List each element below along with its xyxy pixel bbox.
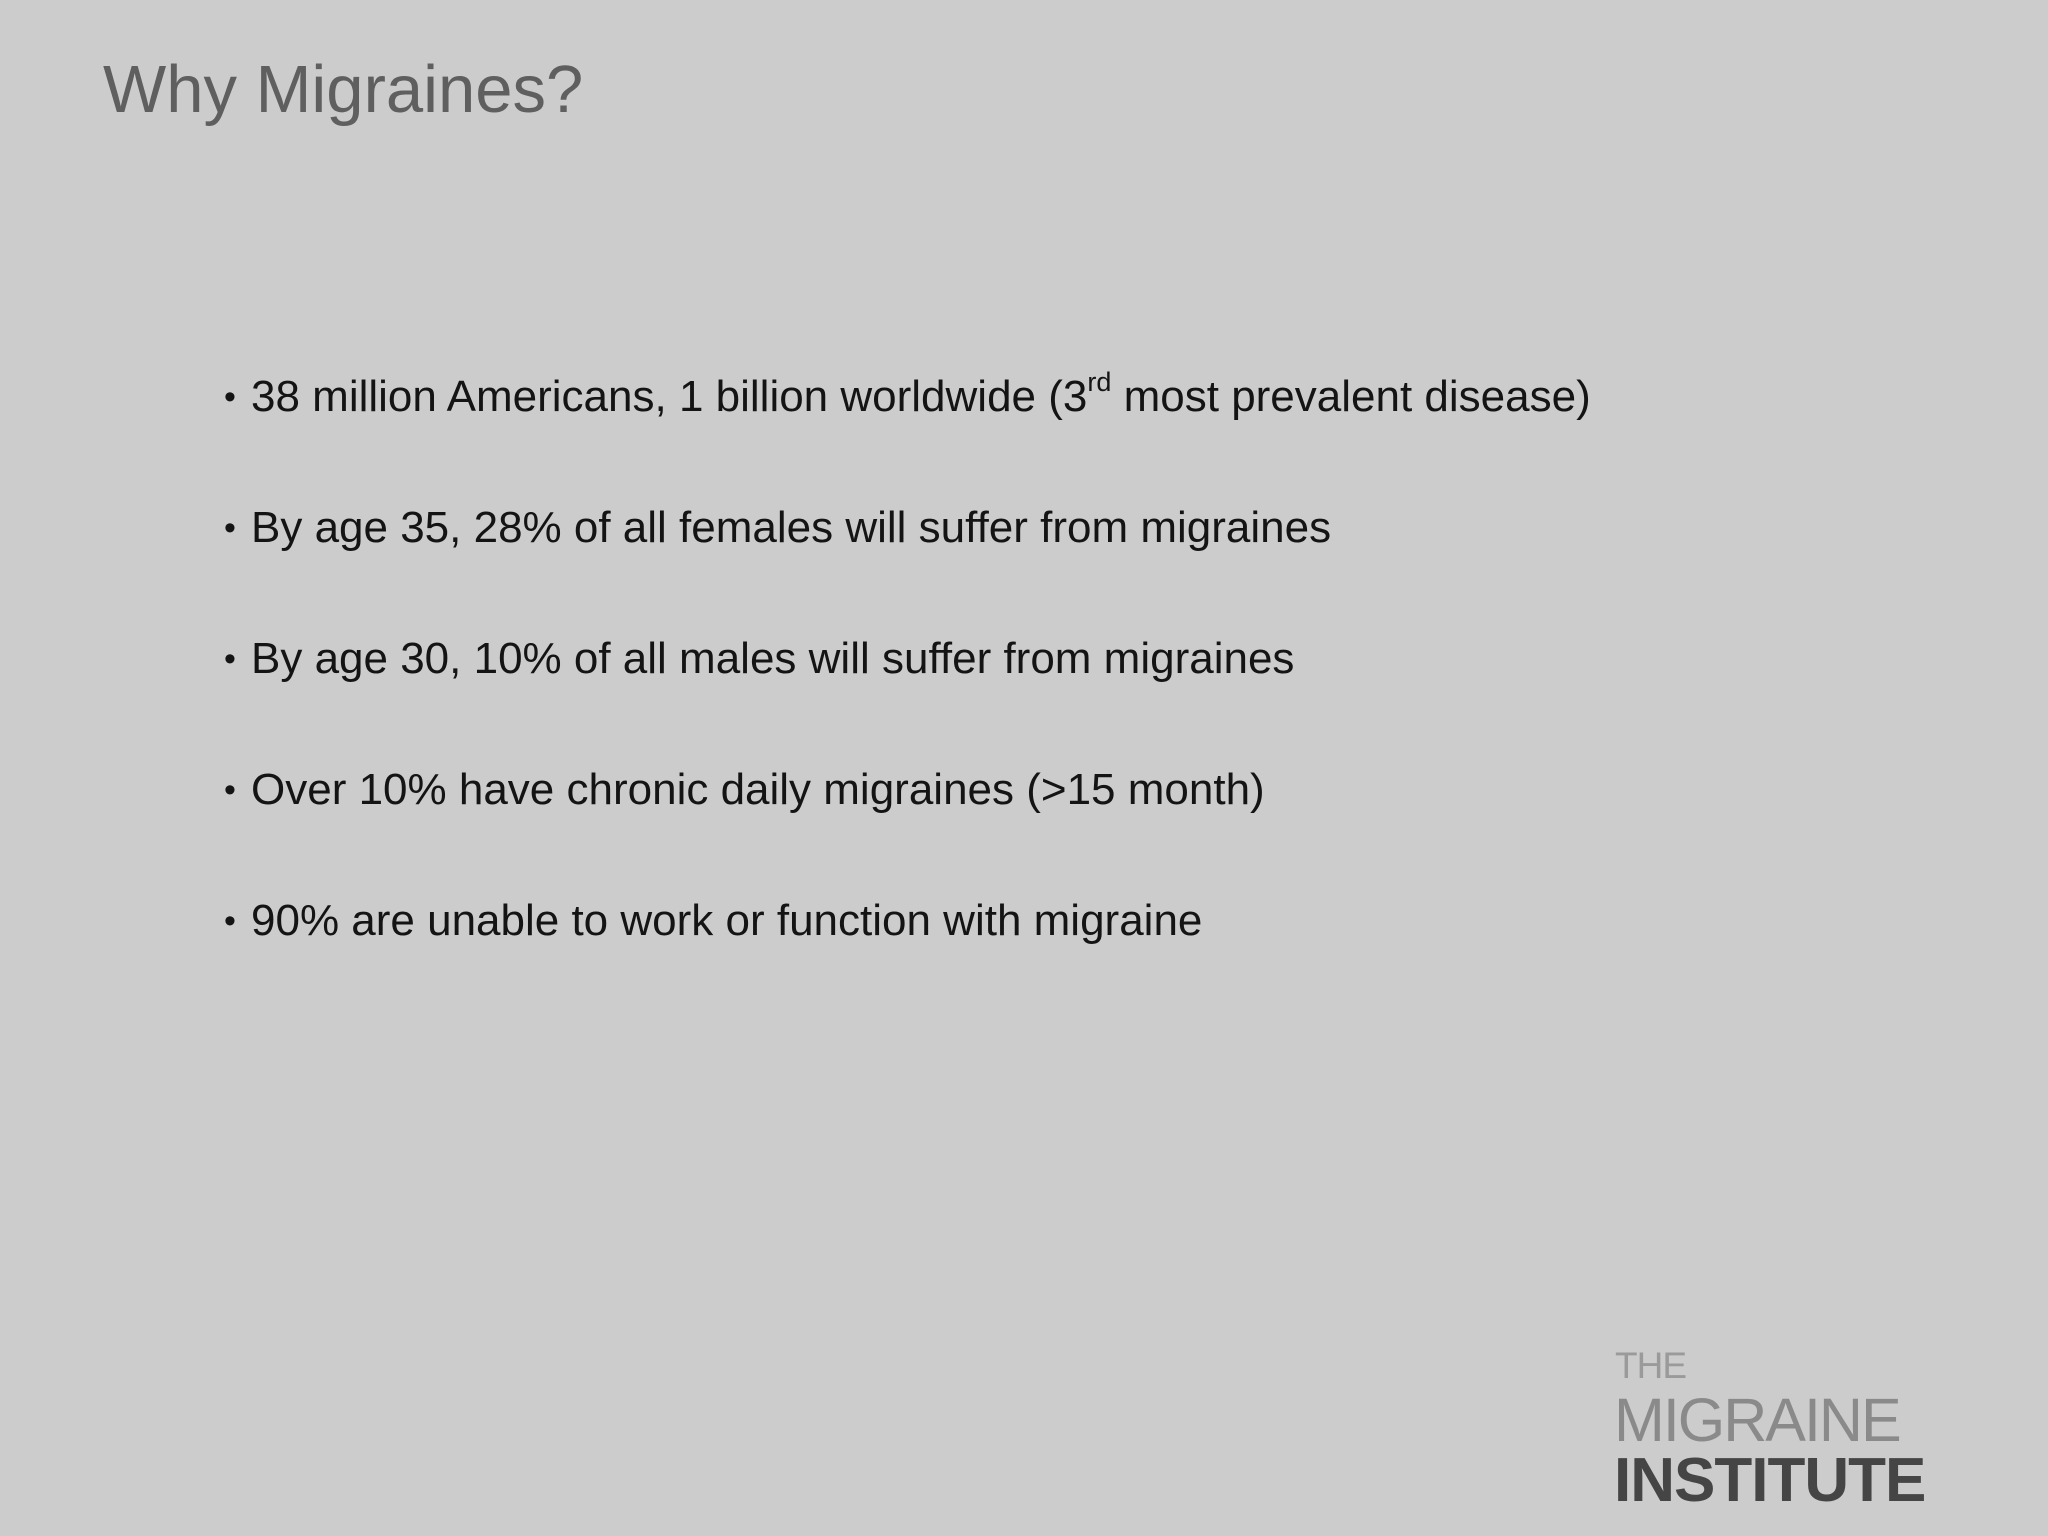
bullet-item [224, 360, 1591, 491]
bullet-dot: • [224, 378, 236, 416]
bullet-text: Over 10% have chronic daily migraines (>15 month) [251, 765, 1265, 814]
bullet-item [224, 753, 1591, 884]
bullet-list [224, 360, 1591, 1015]
bullet-dot: • [224, 902, 236, 940]
bullet-dot: • [224, 771, 236, 809]
migraine-institute-logo [1614, 1345, 1944, 1515]
bullet-dot: • [224, 509, 236, 547]
bullet-item [224, 622, 1591, 753]
bullet-text: By age 35, 28% of all females will suffer from migraines [251, 503, 1332, 552]
bullet-text [251, 360, 1591, 434]
logo-line-the: THE [1615, 1345, 1686, 1386]
bullet-item [224, 491, 1591, 622]
slide-title: Why Migraines? [103, 52, 584, 127]
bullet-item [224, 884, 1591, 1015]
ordinal-superscript: rd [1087, 367, 1112, 398]
bullet-text-part: 38 million Americans, 1 billion worldwide (3 [251, 372, 1088, 421]
bullet-text: 90% are unable to work or function with migraine [251, 896, 1203, 945]
bullet-dot: • [224, 640, 236, 678]
bullet-text: By age 30, 10% of all males will suffer from migraines [251, 634, 1295, 683]
bullet-text-part: most prevalent disease) [1111, 372, 1591, 421]
logo-line-migraine: MIGRAINE [1614, 1386, 1900, 1454]
logo-line-institute: INSTITUTE [1614, 1446, 1926, 1515]
